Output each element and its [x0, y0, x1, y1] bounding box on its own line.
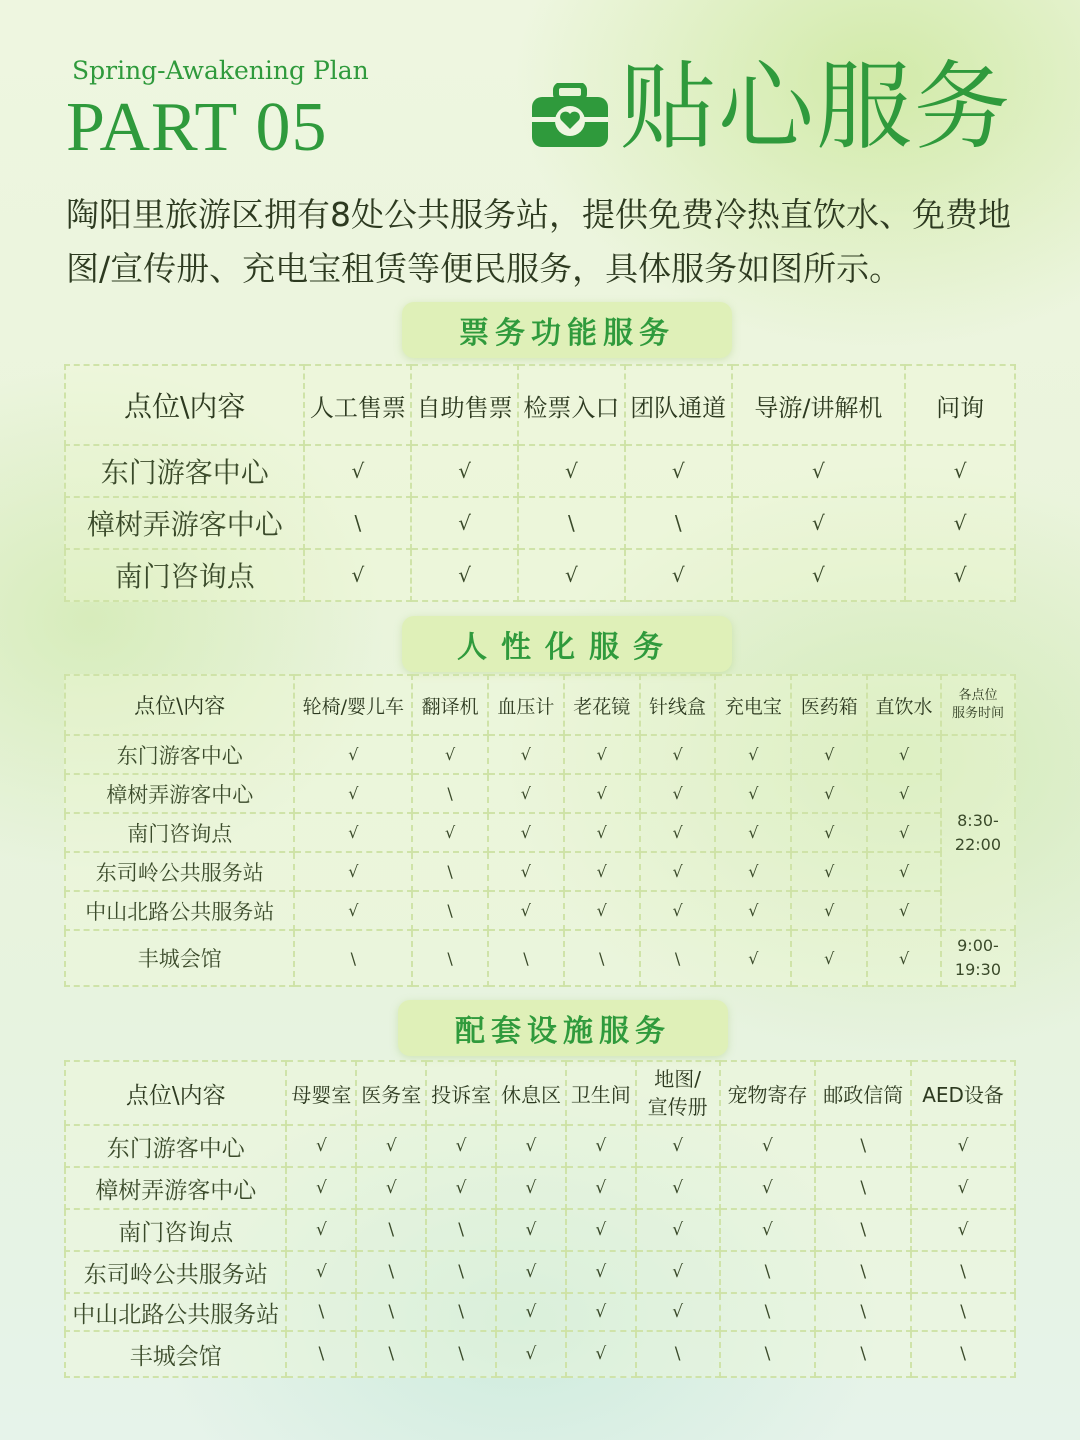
page-title-block — [530, 52, 1012, 162]
status-mark: √ — [636, 1209, 720, 1251]
status-mark: \ — [911, 1251, 1015, 1293]
status-mark: √ — [426, 1167, 496, 1209]
status-mark: \ — [426, 1293, 496, 1331]
status-mark: √ — [715, 813, 791, 852]
status-mark: √ — [294, 891, 412, 930]
status-mark: √ — [566, 1251, 636, 1293]
status-mark: √ — [564, 735, 640, 774]
hours-header-line: 服务时间 — [951, 706, 1004, 721]
status-mark: \ — [356, 1209, 426, 1251]
status-mark: \ — [911, 1331, 1015, 1377]
status-mark: √ — [732, 497, 906, 549]
status-mark: \ — [625, 497, 732, 549]
corner-header: 点位\内容 — [65, 1061, 286, 1125]
column-header: 卫生间 — [566, 1061, 636, 1125]
facility-section-title: 配套设施服务 — [398, 1000, 728, 1056]
status-mark: \ — [815, 1167, 911, 1209]
column-header: 邮政信筒 — [815, 1061, 911, 1125]
status-mark: \ — [815, 1251, 911, 1293]
status-mark: √ — [566, 1167, 636, 1209]
column-header: 自助售票 — [411, 365, 518, 445]
column-header: 直饮水 — [867, 675, 941, 735]
column-header: 老花镜 — [564, 675, 640, 735]
status-mark: √ — [911, 1209, 1015, 1251]
status-mark: √ — [867, 813, 941, 852]
table-row — [65, 549, 1015, 601]
status-mark: √ — [294, 852, 412, 891]
status-mark: √ — [564, 891, 640, 930]
status-mark: √ — [636, 1251, 720, 1293]
status-mark: √ — [867, 852, 941, 891]
status-mark: √ — [636, 1167, 720, 1209]
table-header-row — [65, 675, 1015, 735]
row-label: 南门咨询点 — [65, 1209, 286, 1251]
table-row — [65, 1125, 1015, 1167]
status-mark: \ — [815, 1293, 911, 1331]
column-header: 医务室 — [356, 1061, 426, 1125]
status-mark: √ — [294, 774, 412, 813]
status-mark: √ — [488, 813, 564, 852]
status-mark: √ — [566, 1209, 636, 1251]
status-mark: √ — [791, 930, 867, 986]
status-mark: √ — [496, 1331, 566, 1377]
status-mark: \ — [412, 774, 488, 813]
table-row — [65, 445, 1015, 497]
page-title: 贴心服务 — [620, 51, 1012, 163]
status-mark: \ — [426, 1209, 496, 1251]
column-header-line: 地图/ — [654, 1067, 702, 1091]
subtitle: Spring-Awakening Plan — [72, 56, 369, 85]
column-header: 血压计 — [488, 675, 564, 735]
status-mark: \ — [720, 1331, 816, 1377]
status-mark: √ — [294, 813, 412, 852]
status-mark: √ — [791, 852, 867, 891]
table-row — [65, 1209, 1015, 1251]
service-hours — [941, 735, 1015, 930]
row-label: 东门游客中心 — [65, 1125, 286, 1167]
status-mark: √ — [286, 1251, 356, 1293]
status-mark: √ — [720, 1125, 816, 1167]
status-mark: \ — [412, 852, 488, 891]
row-label: 中山北路公共服务站 — [65, 1293, 286, 1331]
human-service-table — [64, 674, 1016, 987]
status-mark: √ — [564, 852, 640, 891]
ticket-service-table — [64, 364, 1016, 602]
ticket-section-title: 票务功能服务 — [402, 302, 732, 358]
row-label: 樟树弄游客中心 — [65, 497, 304, 549]
table-row — [65, 852, 1015, 891]
row-label: 南门咨询点 — [65, 549, 304, 601]
row-label: 东门游客中心 — [65, 735, 294, 774]
row-label: 丰城会馆 — [65, 1331, 286, 1377]
status-mark: √ — [867, 735, 941, 774]
hours-line: 9:00- — [957, 936, 999, 955]
status-mark: √ — [640, 735, 716, 774]
row-label: 南门咨询点 — [65, 813, 294, 852]
column-header-line: 宣传册 — [647, 1095, 708, 1119]
status-mark: √ — [720, 1167, 816, 1209]
status-mark: √ — [564, 813, 640, 852]
column-header: 充电宝 — [715, 675, 791, 735]
column-header: 休息区 — [496, 1061, 566, 1125]
status-mark: √ — [636, 1125, 720, 1167]
column-header: 团队通道 — [625, 365, 732, 445]
status-mark: \ — [815, 1125, 911, 1167]
status-mark: √ — [905, 549, 1015, 601]
status-mark: √ — [625, 445, 732, 497]
hours-header-line: 各点位 — [958, 688, 998, 703]
status-mark: √ — [715, 891, 791, 930]
status-mark: √ — [286, 1125, 356, 1167]
status-mark: √ — [518, 445, 625, 497]
status-mark: \ — [636, 1331, 720, 1377]
column-header: 投诉室 — [426, 1061, 496, 1125]
table-header-row — [65, 365, 1015, 445]
table-row — [65, 1331, 1015, 1377]
hours-line: 8:30- — [957, 810, 999, 830]
status-mark: \ — [412, 891, 488, 930]
hours-line: 22:00 — [954, 834, 1002, 854]
status-mark: \ — [286, 1293, 356, 1331]
status-mark: \ — [426, 1331, 496, 1377]
status-mark: \ — [488, 930, 564, 986]
table-row — [65, 774, 1015, 813]
status-mark: √ — [732, 445, 906, 497]
status-mark: √ — [412, 813, 488, 852]
medical-bag-icon — [530, 83, 610, 149]
status-mark: √ — [867, 930, 941, 986]
status-mark: \ — [720, 1293, 816, 1331]
table-row — [65, 1251, 1015, 1293]
status-mark: √ — [488, 852, 564, 891]
part-number: PART 05 — [66, 89, 328, 166]
status-mark: √ — [496, 1251, 566, 1293]
column-header — [636, 1061, 720, 1125]
column-header: 母婴室 — [286, 1061, 356, 1125]
status-mark: √ — [715, 852, 791, 891]
column-header: 翻译机 — [412, 675, 488, 735]
column-header: 宠物寄存 — [720, 1061, 816, 1125]
column-header: 导游/讲解机 — [732, 365, 906, 445]
row-label: 樟树弄游客中心 — [65, 774, 294, 813]
status-mark: √ — [636, 1293, 720, 1331]
status-mark: √ — [356, 1167, 426, 1209]
status-mark: √ — [640, 891, 716, 930]
status-mark: √ — [294, 735, 412, 774]
row-label: 樟树弄游客中心 — [65, 1167, 286, 1209]
status-mark: √ — [496, 1125, 566, 1167]
status-mark: √ — [286, 1209, 356, 1251]
status-mark: √ — [625, 549, 732, 601]
status-mark: √ — [566, 1125, 636, 1167]
table-row — [65, 891, 1015, 930]
table-row — [65, 930, 1015, 986]
status-mark: √ — [791, 891, 867, 930]
status-mark: √ — [488, 735, 564, 774]
corner-header: 点位\内容 — [65, 365, 304, 445]
status-mark: √ — [496, 1209, 566, 1251]
status-mark: \ — [356, 1293, 426, 1331]
status-mark: \ — [356, 1331, 426, 1377]
status-mark: √ — [715, 930, 791, 986]
status-mark: √ — [732, 549, 906, 601]
status-mark: √ — [488, 891, 564, 930]
status-mark: √ — [566, 1331, 636, 1377]
status-mark: √ — [867, 891, 941, 930]
human-section-title: 人性化服务 — [402, 616, 732, 672]
status-mark: √ — [488, 774, 564, 813]
status-mark: \ — [412, 930, 488, 986]
status-mark: √ — [905, 445, 1015, 497]
column-header: AED设备 — [911, 1061, 1015, 1125]
corner-header: 点位\内容 — [65, 675, 294, 735]
intro-text: 陶阳里旅游区拥有8处公共服务站，提供免费冷热直饮水、免费地图/宣传册、充电宝租赁等便民服务，具体服务如图所示。 — [66, 195, 1011, 288]
status-mark: √ — [518, 549, 625, 601]
status-mark: √ — [640, 852, 716, 891]
table-row — [65, 1167, 1015, 1209]
row-label: 丰城会馆 — [65, 930, 294, 986]
row-label: 东门游客中心 — [65, 445, 304, 497]
facility-service-table — [64, 1060, 1016, 1378]
status-mark: \ — [911, 1293, 1015, 1331]
row-label: 东司岭公共服务站 — [65, 1251, 286, 1293]
status-mark: √ — [304, 445, 411, 497]
status-mark: \ — [815, 1209, 911, 1251]
status-mark: \ — [640, 930, 716, 986]
column-header: 针线盒 — [640, 675, 716, 735]
status-mark: \ — [564, 930, 640, 986]
column-header: 轮椅/婴儿车 — [294, 675, 412, 735]
status-mark: √ — [720, 1209, 816, 1251]
column-header: 检票入口 — [518, 365, 625, 445]
table-row — [65, 735, 1015, 774]
hours-line: 19:30 — [954, 960, 1002, 979]
service-hours — [941, 930, 1015, 986]
column-header: 医药箱 — [791, 675, 867, 735]
status-mark: √ — [791, 774, 867, 813]
status-mark: √ — [496, 1167, 566, 1209]
row-label: 东司岭公共服务站 — [65, 852, 294, 891]
table-row — [65, 813, 1015, 852]
status-mark: √ — [911, 1167, 1015, 1209]
status-mark: √ — [640, 813, 716, 852]
status-mark: √ — [411, 497, 518, 549]
status-mark: √ — [496, 1293, 566, 1331]
hours-column-header — [941, 675, 1015, 735]
status-mark: √ — [411, 549, 518, 601]
status-mark: √ — [356, 1125, 426, 1167]
status-mark: √ — [286, 1167, 356, 1209]
status-mark: \ — [518, 497, 625, 549]
table-row — [65, 497, 1015, 549]
table-header-row — [65, 1061, 1015, 1125]
status-mark: \ — [304, 497, 411, 549]
status-mark: √ — [564, 774, 640, 813]
status-mark: √ — [715, 774, 791, 813]
status-mark: √ — [791, 735, 867, 774]
status-mark: \ — [294, 930, 412, 986]
status-mark: √ — [911, 1125, 1015, 1167]
status-mark: √ — [304, 549, 411, 601]
status-mark: √ — [715, 735, 791, 774]
row-label: 中山北路公共服务站 — [65, 891, 294, 930]
table-row — [65, 1293, 1015, 1331]
status-mark: √ — [566, 1293, 636, 1331]
status-mark: √ — [426, 1125, 496, 1167]
status-mark: √ — [640, 774, 716, 813]
status-mark: \ — [815, 1331, 911, 1377]
column-header: 问询 — [905, 365, 1015, 445]
status-mark: √ — [905, 497, 1015, 549]
status-mark: √ — [411, 445, 518, 497]
status-mark: √ — [791, 813, 867, 852]
column-header: 人工售票 — [304, 365, 411, 445]
status-mark: \ — [356, 1251, 426, 1293]
status-mark: \ — [720, 1251, 816, 1293]
status-mark: \ — [426, 1251, 496, 1293]
status-mark: √ — [412, 735, 488, 774]
status-mark: √ — [867, 774, 941, 813]
status-mark: \ — [286, 1331, 356, 1377]
